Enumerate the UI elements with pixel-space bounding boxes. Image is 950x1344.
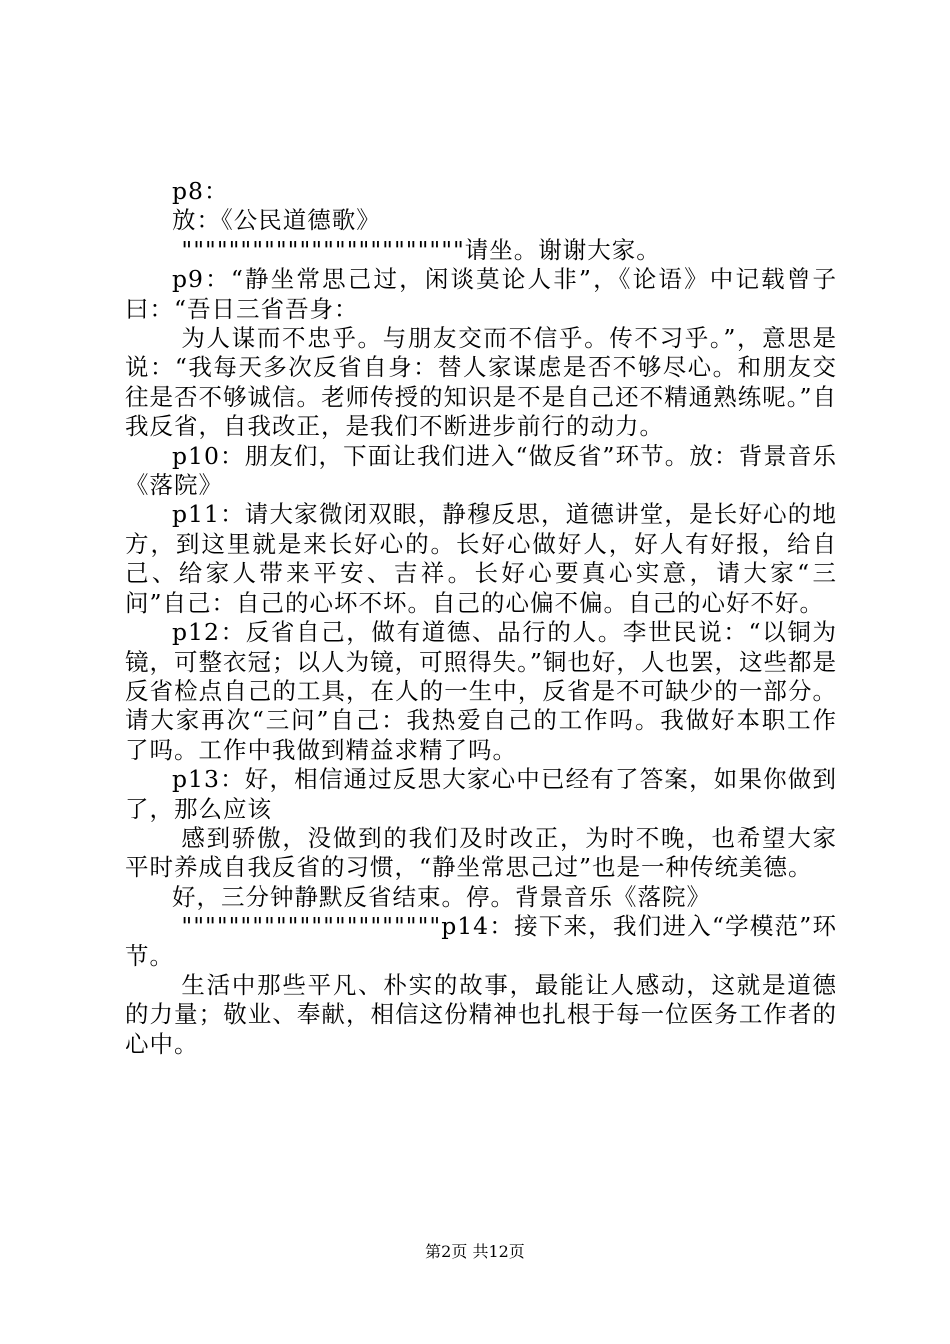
paragraph-silence-end: 好，三分钟静默反省结束。停。背景音乐《落院》 — [172, 882, 711, 911]
paragraph-p14: """"""""""""""""""""""p14：接下来，我们进入“学模范”环节。 — [125, 912, 837, 970]
paragraph-p9: p9：“静坐常思己过，闲谈莫论人非”，《论语》中记载曾子曰：“吾日三省吾身： — [125, 265, 837, 323]
page-number-label: 第2页 共12页 — [425, 1242, 525, 1261]
paragraph-analects-meaning: 为人谋而不忠乎。与朋友交而不信乎。传不习乎。”，意思是说：“我每天多次反省自身：替人家谋虑是否不够尽心。和朋友交往是否不够诚信。老师传授的知识是不是自己还不精通熟练呢。”自我反省，自我改正，是我们不断进步前行的动力。 — [125, 324, 837, 441]
paragraph-p10: p10：朋友们，下面让我们进入“做反省”环节。放：背景音乐《落院》 — [125, 441, 837, 500]
paragraph-p13: p13：好，相信通过反思大家心中已经有了答案，如果你做到了，那么应该 — [125, 765, 837, 823]
paragraph-ordinary-stories: 生活中那些平凡、朴实的故事，最能让人感动，这就是道德的力量；敬业、奉献，相信这份精神也扎根于每一位医务工作者的心中。 — [125, 970, 837, 1058]
paragraph-p11: p11：请大家微闭双眼，静穆反思，道德讲堂，是长好心的地方，到这里就是来长好心的。长好心做好人，好人有好报，给自己、给家人带来平安、吉祥。长好心要真心实意，请大家“三问”自己：自己的心坏不坏。自己的心偏不偏。自己的心好不好。 — [125, 500, 837, 617]
paragraph-p8: p8： — [172, 177, 229, 205]
paragraph-p12: p12：反省自己，做有道德、品行的人。李世民说：“以铜为镜，可整衣冠；以人为镜，可照得失。”铜也好，人也罢，这些都是反省检点自己的工具，在人的一生中，反省是不可缺少的一部分。请大家再次“三问”自己：我热爱自己的工作吗。我做好本职工作了吗。工作中我做到精益求精了吗。 — [125, 618, 837, 764]
paragraph-please-sit: """"""""""""""""""""""""请坐。谢谢大家。 — [181, 235, 661, 264]
paragraph-feel-proud: 感到骄傲，没做到的我们及时改正，为时不晚，也希望大家平时养成自我反省的习惯，“静坐常思己过”也是一种传统美德。 — [125, 823, 837, 882]
paragraph-play-song: 放：《公民道德歌》 — [172, 206, 381, 235]
document-body — [125, 177, 837, 1059]
page-footer — [0, 1242, 950, 1262]
